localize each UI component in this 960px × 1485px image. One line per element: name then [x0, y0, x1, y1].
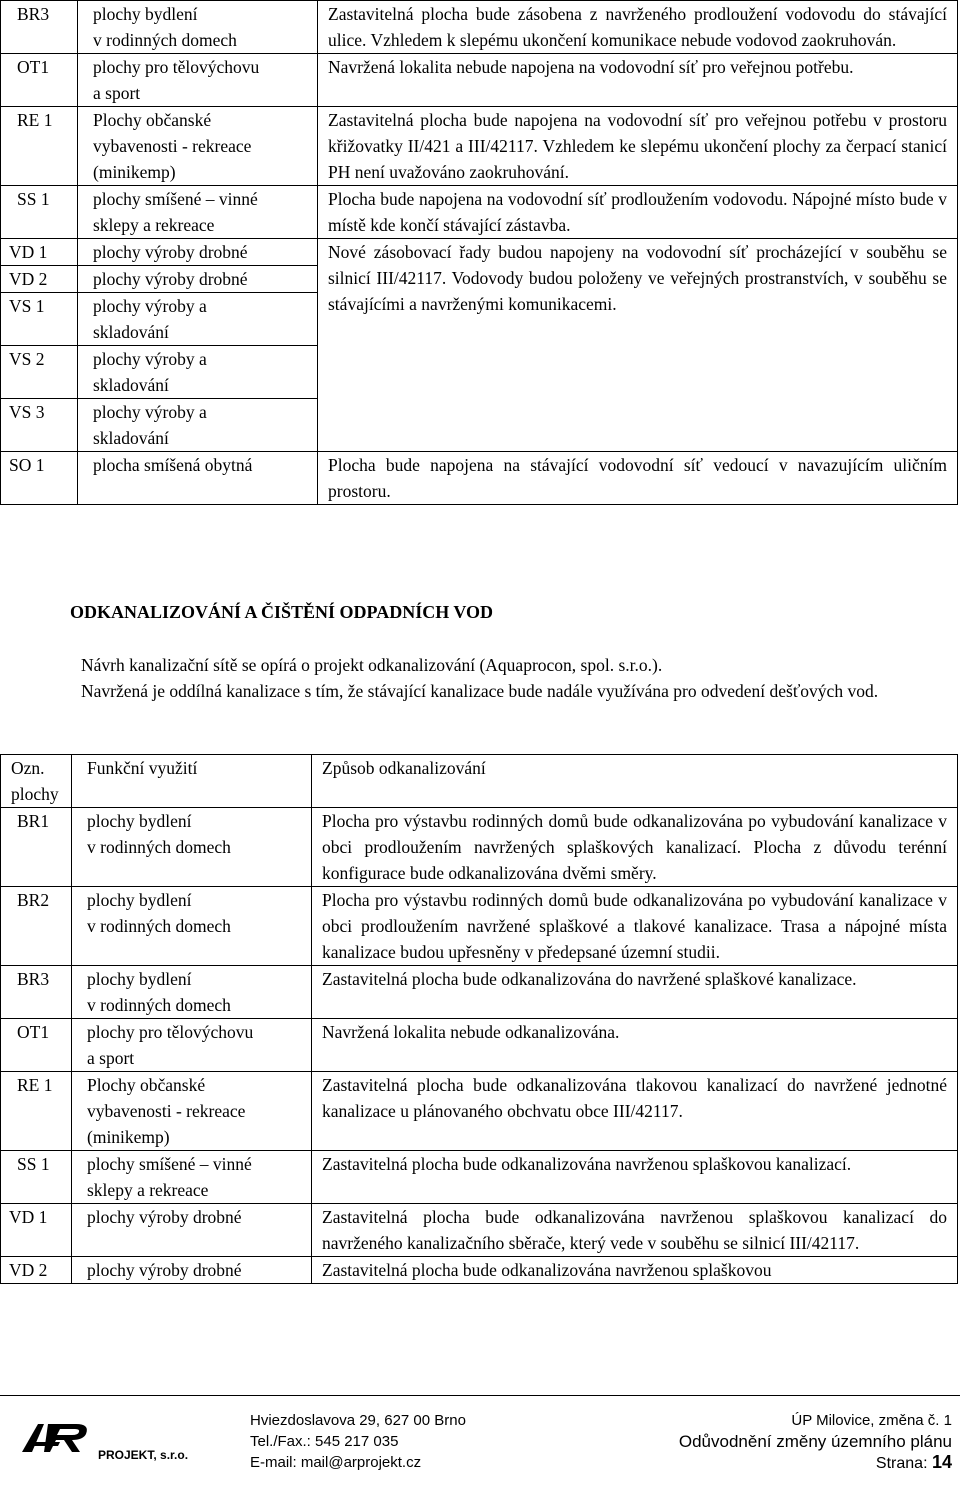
cell-line: sklepy a rekreace — [93, 215, 215, 235]
function-cell — [78, 346, 318, 399]
cell-line: plochy bydlení — [87, 969, 192, 989]
function-cell — [78, 452, 318, 505]
cell-line: Plochy občanské — [87, 1075, 206, 1095]
company-logo — [20, 1420, 195, 1470]
method-cell: Zastavitelná plocha bude zásobena z navrženého prodloužení vodovodu do stávající ulice. Vzhledem k slepému ukončení komunikace nebude vodovod zaokruhován. — [318, 1, 958, 54]
column-header-method: Způsob odkanalizování — [312, 755, 958, 808]
page-number-value: 14 — [931, 1452, 952, 1472]
method-cell-merged: Nové zásobovací řady budou napojeny na vodovodní síť procházející v souběhu se silnicí III/42117. Vodovody budou položeny ve veřejných prostranstvích, v souběhu se stávajícími a navrženými komunikacemi. — [318, 239, 958, 452]
cell-line: plochy výroby drobné — [93, 242, 248, 262]
cell-line: plochy bydlení — [87, 811, 192, 831]
table-row — [1, 1151, 958, 1204]
function-cell — [72, 1257, 312, 1284]
method-cell: Zastavitelná plocha bude odkanalizována tlakovou kanalizací do navržené jednotné kanalizace u plánovaného obchvatu obce III/42117. — [312, 1072, 958, 1151]
cell-line: Plochy občanské — [93, 110, 212, 130]
area-code-cell: BR3 — [1, 966, 72, 1019]
method-cell: Zastavitelná plocha bude odkanalizována do navržené splaškové kanalizace. — [312, 966, 958, 1019]
column-header-function: Funkční využití — [72, 755, 312, 808]
cell-line: plochy výroby a — [93, 296, 207, 316]
function-cell — [72, 887, 312, 966]
cell-line: skladování — [93, 428, 169, 448]
area-code-cell: VD 1 — [1, 1204, 72, 1257]
area-code-cell: BR2 — [1, 887, 72, 966]
footer-divider — [0, 1395, 960, 1396]
area-code-cell: VS 1 — [1, 293, 78, 346]
cell-line: plochy pro tělovýchovu — [87, 1022, 254, 1042]
function-cell — [78, 266, 318, 293]
method-cell: Zastavitelná plocha bude odkanalizována navrženou splaškovou kanalizací. — [312, 1151, 958, 1204]
area-code-cell: OT1 — [1, 1019, 72, 1072]
table-row — [1, 54, 958, 107]
area-code-cell: VD 1 — [1, 239, 78, 266]
area-code-cell: VD 2 — [1, 1257, 72, 1284]
area-code-cell: SS 1 — [1, 186, 78, 239]
cell-line: vybavenosti - rekreace — [93, 136, 252, 156]
cell-line: plochy smíšené – vinné — [93, 189, 258, 209]
area-code-cell: RE 1 — [1, 107, 78, 186]
method-cell: Navržená lokalita nebude odkanalizována. — [312, 1019, 958, 1072]
document-info — [679, 1410, 952, 1474]
company-address — [250, 1410, 466, 1473]
section-heading: ODKANALIZOVÁNÍ A ČIŠTĚNÍ ODPADNÍCH VOD — [70, 602, 494, 622]
doc-title-2: Odůvodnění změny územního plánu — [678, 1432, 952, 1451]
cell-line: plochy výroby a — [93, 402, 207, 422]
cell-line: a sport — [87, 1048, 135, 1068]
cell-line: skladování — [93, 375, 169, 395]
cell-line: a sport — [93, 83, 141, 103]
function-cell — [72, 1072, 312, 1151]
cell-line: v rodinných domech — [93, 30, 237, 50]
method-cell: Plocha bude napojena na stávající vodovodní síť vedoucí v navazujícím uličním prostoru. — [318, 452, 958, 505]
area-code-cell: SO 1 — [1, 452, 78, 505]
method-cell: Zastavitelná plocha bude odkanalizována navrženou splaškovou — [312, 1257, 958, 1284]
cell-line: v rodinných domech — [87, 837, 231, 857]
method-cell: Plocha pro výstavbu rodinných domů bude odkanalizována po vybudování kanalizace v obci prodloužením navržených splaškových kanalizací. Plocha z důvodu terénní konfigurace bude odkanalizována dvěmi směry. — [312, 808, 958, 887]
function-cell — [78, 399, 318, 452]
area-code-cell: BR1 — [1, 808, 72, 887]
area-code-cell: VS 3 — [1, 399, 78, 452]
cell-line: sklepy a rekreace — [87, 1180, 209, 1200]
area-code-cell: VD 2 — [1, 266, 78, 293]
doc-title-1: ÚP Milovice, změna č. 1 — [791, 1412, 952, 1429]
table-row — [1, 452, 958, 505]
cell-line: v rodinných domech — [87, 916, 231, 936]
area-code-cell: OT1 — [1, 54, 78, 107]
function-cell — [78, 1, 318, 54]
table-row — [1, 1, 958, 54]
cell-line: skladování — [93, 322, 169, 342]
function-cell — [72, 1151, 312, 1204]
table-header-row — [1, 755, 958, 808]
function-cell — [72, 966, 312, 1019]
table-row — [1, 239, 958, 266]
page-number — [679, 1452, 952, 1474]
address-line: Hviezdoslavova 29, 627 00 Brno — [250, 1412, 466, 1429]
sewerage-table — [0, 754, 958, 1284]
cell-line: plochy výroby a — [93, 349, 207, 369]
area-code-cell: SS 1 — [1, 1151, 72, 1204]
cell-line: plochy výroby drobné — [87, 1207, 242, 1227]
cell-line: plochy smíšené – vinné — [87, 1154, 252, 1174]
table-row — [1, 887, 958, 966]
cell-line: plochy bydlení — [87, 890, 192, 910]
water-supply-table — [0, 0, 958, 505]
area-code-cell: RE 1 — [1, 1072, 72, 1151]
cell-line: (minikemp) — [87, 1127, 170, 1147]
cell-line: v rodinných domech — [87, 995, 231, 1015]
section-paragraph-1: Návrh kanalizační sítě se opírá o projekt odkanalizování (Aquaprocon, spol. s.r.o.). — [81, 655, 663, 675]
cell-line: Ozn. — [11, 758, 45, 778]
method-cell: Plocha pro výstavbu rodinných domů bude odkanalizována po vybudování kanalizace v obci prodloužením navržené splaškové a tlakové kanalizace. Trasa a nápojné místa kanalizace budou upřesněny v předepsané územní studii. — [312, 887, 958, 966]
column-header-code — [1, 755, 72, 808]
cell-line: plochy výroby drobné — [93, 269, 248, 289]
method-cell: Zastavitelná plocha bude odkanalizována navrženou splaškovou kanalizací do navrženého kanalizačního sběrače, který vede v souběhu se silnicí III/42117. — [312, 1204, 958, 1257]
cell-line: plochy pro tělovýchovu — [93, 57, 260, 77]
area-code-cell: VS 2 — [1, 346, 78, 399]
cell-line: vybavenosti - rekreace — [87, 1101, 246, 1121]
table-row — [1, 1204, 958, 1257]
function-cell — [72, 1019, 312, 1072]
page-label: Strana: — [875, 1455, 928, 1472]
function-cell — [78, 186, 318, 239]
table-row — [1, 966, 958, 1019]
function-cell — [78, 239, 318, 266]
table-row — [1, 1019, 958, 1072]
table-row — [1, 1072, 958, 1151]
method-cell: Plocha bude napojena na vodovodní síť prodloužením vodovodu. Nápojné místo bude v místě kde končí stávající zástavba. — [318, 186, 958, 239]
email-line: E-mail: mail@arprojekt.cz — [250, 1454, 422, 1471]
cell-line: plochy výroby drobné — [87, 1260, 242, 1280]
logo-text: PROJEKT, s.r.o. — [98, 1448, 189, 1462]
section-paragraph-2: Navržená je oddílná kanalizace s tím, že stávající kanalizace bude nadále využívána pro odvedení dešťových vod. — [81, 681, 879, 701]
function-cell — [78, 293, 318, 346]
area-code-cell: BR3 — [1, 1, 78, 54]
function-cell — [72, 1204, 312, 1257]
table-row — [1, 1257, 958, 1284]
method-cell: Navržená lokalita nebude napojena na vodovodní síť pro veřejnou potřebu. — [318, 54, 958, 107]
cell-line: plochy bydlení — [93, 4, 198, 24]
method-cell: Zastavitelná plocha bude napojena na vodovodní síť pro veřejnou potřebu v prostoru křižovatky II/421 a III/42117. Vzhledem ke slepému ukončení plochy za čerpací stanicí PH není uvažováno zaokruhování. — [318, 107, 958, 186]
cell-line: plocha smíšená obytná — [93, 455, 253, 475]
phone-line: Tel./Fax.: 545 217 035 — [250, 1433, 399, 1450]
table-row — [1, 107, 958, 186]
cell-line: (minikemp) — [93, 162, 176, 182]
function-cell — [72, 808, 312, 887]
table-row — [1, 186, 958, 239]
function-cell — [78, 54, 318, 107]
table-row — [1, 808, 958, 887]
function-cell — [78, 107, 318, 186]
cell-line: plochy — [11, 784, 59, 804]
